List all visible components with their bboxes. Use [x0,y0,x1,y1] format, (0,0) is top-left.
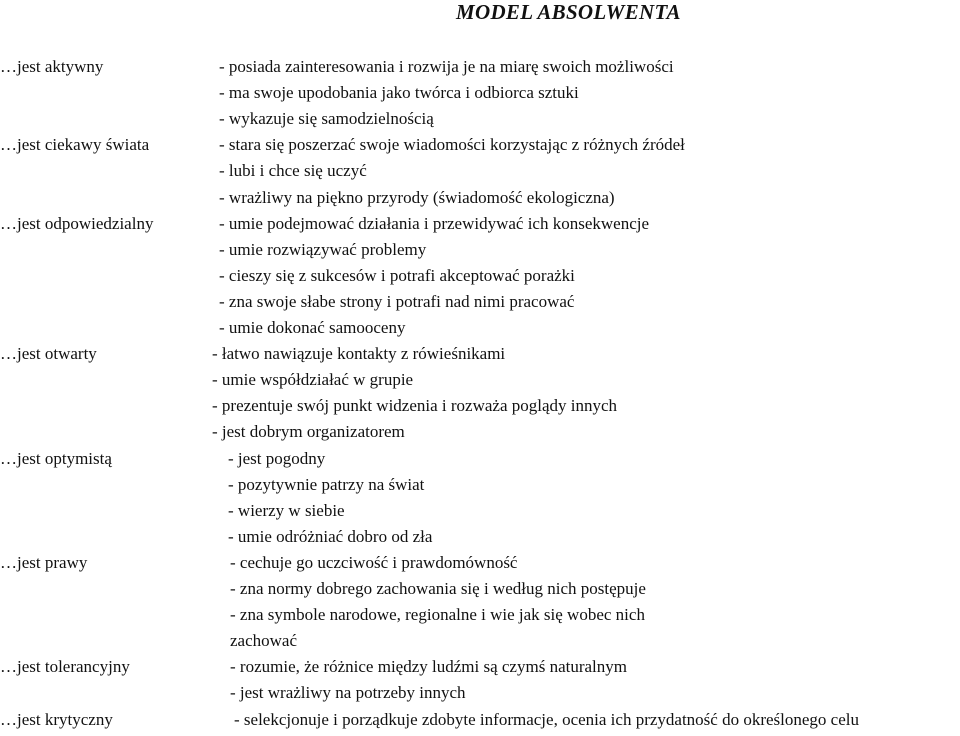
trait-description: - umie podejmować działania i przewidywać ich konsekwencje [219,213,650,233]
list-item [0,449,960,475]
list-item [0,370,960,396]
list-item [0,657,960,683]
list-item [0,710,960,736]
trait-label: …jest optymistą [0,448,112,468]
list-item [0,83,960,109]
trait-description: - prezentuje swój punkt widzenia i rozważa poglądy innych [212,396,618,416]
trait-description: - jest pogodny [228,448,326,468]
list-item [0,553,960,579]
list-item [0,266,960,292]
trait-description: - selekcjonuje i porządkuje zdobyte informacje, ocenia ich przydatność do określonego celu [234,709,859,729]
list-item [0,344,960,370]
trait-description: - zna symbole narodowe, regionalne i wie jak się wobec nich [230,605,645,625]
trait-description: - łatwo nawiązuje kontakty z rówieśnikami [212,344,506,364]
trait-description: - umie odróżniać dobro od zła [228,526,433,546]
trait-label: …jest tolerancyjny [0,657,130,677]
list-item [0,475,960,501]
list-item [0,579,960,605]
list-item [0,292,960,318]
list-item [0,631,960,657]
trait-description: - wykazuje się samodzielnością [219,109,434,129]
list-item [0,683,960,709]
trait-label: …jest ciekawy świata [0,135,150,155]
list-item [0,318,960,344]
trait-description: - rozumie, że różnice między ludźmi są czymś naturalnym [230,657,627,677]
trait-description: - wierzy w siebie [228,500,345,520]
list-item [0,188,960,214]
trait-description: - posiada zainteresowania i rozwija je na miarę swoich możliwości [219,57,674,76]
list-item [0,135,960,161]
list-item [0,109,960,135]
list-item [0,240,960,266]
trait-label: …jest aktywny [0,57,104,76]
trait-label: …jest otwarty [0,344,97,364]
trait-description: - cieszy się z sukcesów i potrafi akceptować porażki [219,265,575,285]
trait-description: - jest dobrym organizatorem [212,422,405,442]
trait-description: - umie rozwiązywać problemy [219,239,427,259]
trait-description: - ma swoje upodobania jako twórca i odbiorca sztuki [219,83,579,103]
trait-description: - zna normy dobrego zachowania się i według nich postępuje [230,579,646,598]
trait-description: - umie współdziałać w grupie [212,370,414,390]
list-item [0,501,960,527]
trait-description: zachować [230,631,298,651]
list-item [0,57,960,83]
trait-description: - jest wrażliwy na potrzeby innych [230,683,466,703]
list-item [0,605,960,631]
trait-description: - zna swoje słabe strony i potrafi nad nimi pracować [219,291,575,311]
list-item [0,396,960,422]
trait-description: - pozytywnie patrzy na świat [228,474,425,494]
trait-description: - stara się poszerzać swoje wiadomości korzystając z różnych źródeł [219,135,685,155]
list-item [0,161,960,187]
page-title: MODEL ABSOLWENTA [456,0,681,24]
list-item [0,422,960,448]
list-item [0,214,960,240]
trait-description: - umie dokonać samooceny [219,318,406,337]
trait-label: …jest krytyczny [0,709,113,729]
list-item [0,527,960,553]
trait-label: …jest odpowiedzialny [0,213,154,233]
trait-description: - wrażliwy na piękno przyrody (świadomość ekologiczna) [219,187,615,207]
trait-description: - cechuje go uczciwość i prawdomówność [230,552,518,572]
trait-label: …jest prawy [0,552,88,572]
trait-description: - lubi i chce się uczyć [219,161,367,181]
